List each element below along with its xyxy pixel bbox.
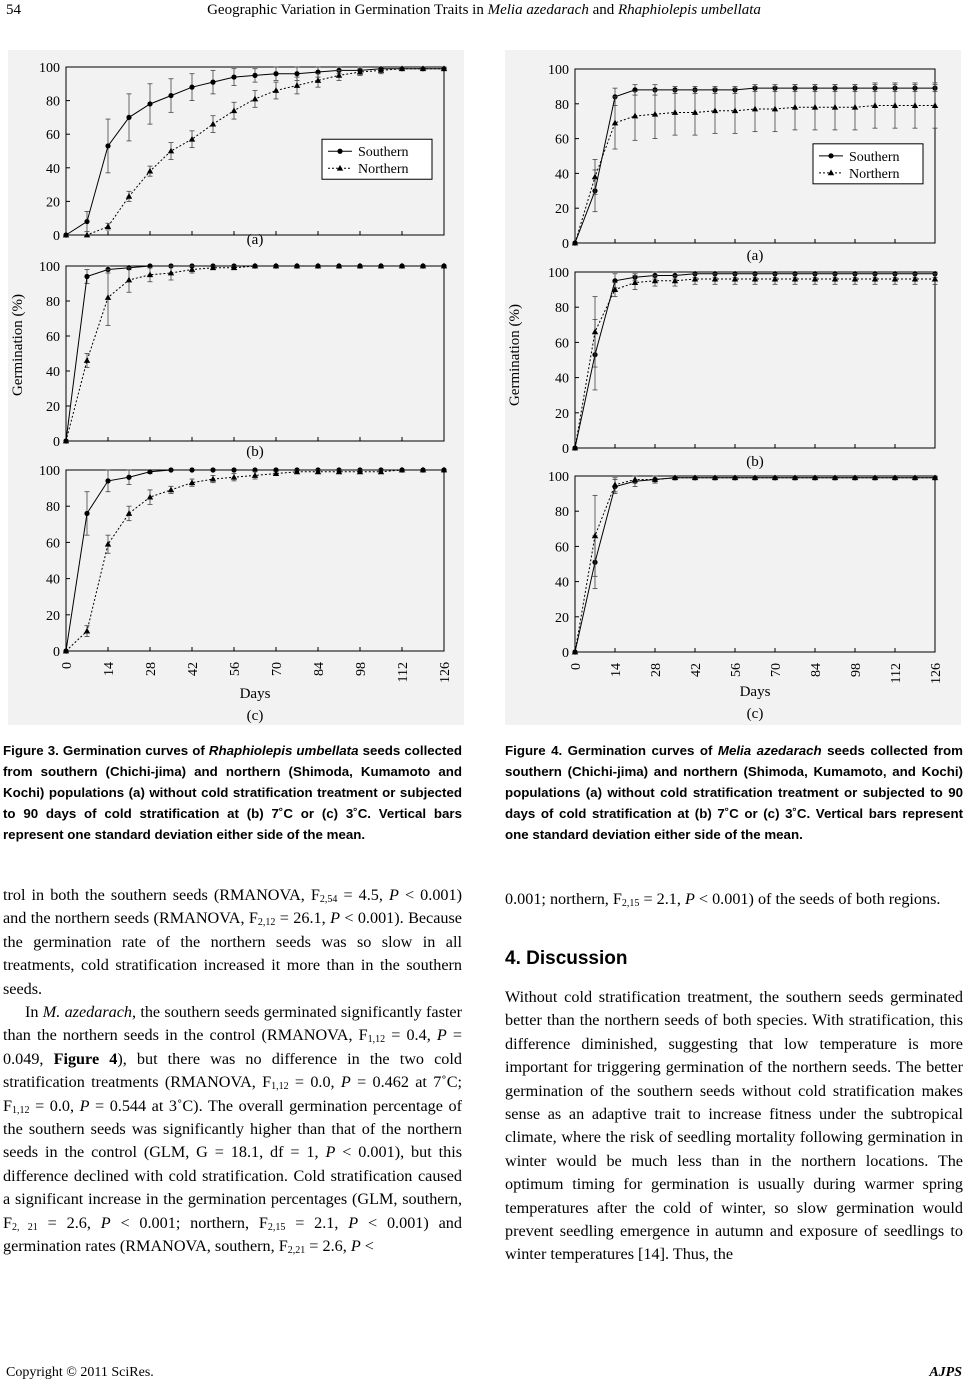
fig3-panel-c-series-southern-point [231,467,236,472]
fig4-panel-a-ytick-label: 100 [548,63,569,78]
figure-4-caption: Figure 4. Germination curves of Melia azedarach seeds collected from southern (Chichi-jima) and northern (Shimoda, Kumamoto, and Kochi) populations (a) without cold stratification treatment or subjected to 90 days of cold stratification at (b) 7˚C or (c) 3˚C. Vertical bars represent one standard deviation either side of the mean. [505,743,963,842]
fig4-panel-c-ytick-label: 80 [555,505,569,521]
figure-3 [8,50,464,725]
fig4-panel-c-xtick-label: 56 [729,663,744,677]
fig3-panel-a-series-southern-point [294,71,299,76]
fig4-panel-a-ytick-label: 60 [555,132,569,148]
fig4-panel-a-ytick-label: 40 [555,167,569,183]
fig3-panel-b-ytick-label: 20 [46,400,60,415]
fig3-panel-c-label: (c) [246,708,264,724]
fig4-panel-c-xtick-label: 98 [849,663,864,677]
paragraph-3: 0.001; northern, $F_{2,15} = 2.1$, P < 0.001) of the seeds of both regions. [505,890,941,909]
fig3-panel-b-ytick-label: 100 [39,260,60,275]
fig3-panel-b-ytick-label: 60 [46,330,60,345]
fig3-panel-c-series-southern-point [84,511,89,516]
fig3-panel-c-ytick-label: 100 [39,464,60,479]
fig3-panel-c-series-southern-point [210,467,215,472]
fig4-panel-c-xtick-label: 112 [889,663,904,684]
fig4-x-axis-label: Days [739,684,771,700]
fig4-panel-b-ytick-label: 40 [555,371,569,387]
legend-marker-southern [337,149,342,154]
footer-journal: AJPS [929,1365,962,1380]
fig3-panel-a-series-southern-point [105,143,110,148]
fig4-panel-c-ytick-label: 100 [548,470,569,485]
fig3-x-axis-label: Days [239,686,271,702]
fig3-panel-c-series-southern-point [147,469,152,474]
fig3-panel-a-series-southern-point [273,71,278,76]
fig3-panel-c-xtick-label: 70 [270,662,285,676]
right-column-top-text [505,888,963,911]
left-column-text [3,884,462,1259]
page-number: 54 [6,2,21,18]
fig3-panel-a-ytick-label: 60 [46,128,60,144]
fig3-panel-a-series-southern-point [210,80,215,85]
fig4-panel-a-ytick-label: 0 [562,237,569,252]
fig3-panel-c-series-southern-point [189,467,194,472]
fig3-panel-a-ytick-label: 0 [53,229,60,244]
fig3-panel-a-ytick-label: 100 [39,61,60,76]
figure-4-ref[interactable]: Figure 4 [53,1049,118,1068]
fig3-panel-a-label: (a) [246,232,264,248]
fig4-panel-c-label: (c) [746,706,764,722]
fig3-panel-a-series-southern-point [126,115,131,120]
fig4-panel-b-ytick-label: 80 [555,301,569,317]
fig3-panel-a-series-southern-point [84,219,89,224]
fig4-panel-a-ytick-label: 20 [555,202,569,218]
fig3-panel-c-ytick-label: 40 [46,572,60,588]
fig3-panel-b-series-southern-point [84,274,89,279]
fig4-panel-b-ytick-label: 0 [562,442,569,457]
fig4-panel-c-xtick-label: 0 [569,663,584,670]
fig3-panel-c-xtick-label: 56 [228,662,243,676]
fig3-panel-c-xtick-label: 0 [60,662,75,669]
fig4-panel-b-ytick-label: 100 [548,266,569,281]
running-title: Geographic Variation in Germination Traits in Melia azedarach and Rhaphiolepis umbellata [207,2,761,18]
fig4-y-axis-label: Germination (%) [507,303,523,407]
fig3-panel-c-series-southern-point [168,467,173,472]
fig3-panel-c-xtick-label: 42 [186,662,201,676]
legend-label-southern: Southern [849,149,900,165]
fig4-panel-c-xtick-label: 28 [649,663,664,677]
fig3-panel-c-xtick-label: 112 [396,662,411,683]
fig4-panel-b-ytick-label: 60 [555,336,569,352]
fig3-panel-a-series-southern-point [231,74,236,79]
fig3-panel-a-series-southern-point [168,93,173,98]
fig3-panel-c-ytick-label: 60 [46,536,60,552]
fig3-panel-c-ytick-label: 0 [53,645,60,660]
paragraph-4: Without cold stratification treatment, the southern seeds germinated better than the northern seeds of both species. With stratification, this difference diminished, suggesting that low temperature is more important for triggering germination of the northern seeds. The better germination of the southern seeds without cold stratification makes sense as an adaptive trait to increase fitness under the subtropical climate, where the risk of seedling mortality following germination in winter would be much less than in the northern locations. The optimum timing for germination is usually during warmer spring temperatures after the cold of winter, so slow germination would prevent seedling emergence in autumn and exposure of seedlings to winter temperatures [14]. Thus, the [505,988,963,1264]
paragraph-2: In M. azedarach, the southern seeds germinated significantly faster than the northern seeds in the control (RMANOVA, $F_{1,12} = 0.4$, P = 0.049, Figure 4), but there was no difference in the two cold stratification treatments (RMANOVA, $F_{1,12} = 0.0$, P = 0.462 at 7˚C; $F_{1,12} = 0.0$, P = 0.544 at 3˚C). The overall germination percentage of the southern seeds was significantly higher than that of the northern seeds in the control (GLM, G = 18.1, df = 1, P < 0.001), but this difference declined with cold stratification. Cold stratification caused a significant increase in the germination percentages (GLM, southern, $F_{2, 21} = 2.6$, P < 0.001; northern, $F_{2,15} = 2.1$, P < 0.001) and germination rates (RMANOVA, southern, $F_{2,21} = 2.6$, P < [3,1003,463,1257]
fig3-panel-c-xtick-label: 126 [438,662,453,683]
fig4-panel-b-label: (b) [746,454,764,470]
fig3-panel-b-ytick-label: 40 [46,365,60,380]
legend-label-northern: Northern [849,166,900,182]
fig4-panel-b-ytick-label: 20 [555,406,569,422]
fig3-panel-a-ytick-label: 20 [46,195,60,211]
fig4-panel-c-ytick-label: 0 [562,646,569,661]
fig3-panel-a-series-southern-point [189,85,194,90]
fig4-panel-a-ytick-label: 80 [555,97,569,113]
fig4-panel-c-xtick-label: 126 [929,663,944,684]
fig3-panel-b-ytick-label: 0 [53,435,60,450]
fig3-panel-c-ytick-label: 80 [46,500,60,516]
fig4-panel-a-label: (a) [746,248,764,264]
figure-4 [505,50,961,725]
section-heading-discussion: 4. Discussion [505,948,628,969]
fig3-panel-b-label: (b) [246,444,264,460]
fig3-panel-a-ytick-label: 80 [46,94,60,110]
legend-marker-southern [828,153,833,158]
fig3-panel-c-xtick-label: 14 [102,662,117,676]
fig3-panel-c-series-southern-point [126,475,131,480]
fig3-panel-c-xtick-label: 28 [144,662,159,676]
fig3-panel-c-ytick-label: 20 [46,608,60,624]
fig3-panel-c-series-southern-point [105,478,110,483]
legend-label-northern: Northern [358,162,409,178]
fig4-panel-c-ytick-label: 40 [555,575,569,591]
paragraph-1: trol in both the southern seeds (RMANOVA, $F_{2,54} = 4.5$, P < 0.001) and the northern seeds (RMANOVA, $F_{2,12} = 26.1$, P < 0.001). Because the germination rate of the northern seeds was so slow in all treatments, cold stratification increased it more than in the southern seeds. [3,886,462,998]
fig3-y-axis-label: Germination (%) [10,293,26,397]
fig4-panel-c-xtick-label: 70 [769,663,784,677]
fig3-panel-a-series-southern-point [252,73,257,78]
fig4-panel-c-xtick-label: 84 [809,663,824,677]
figure-3-caption: Figure 3. Germination curves of Rhaphiolepis umbellata seeds collected from southern (Chichi-jima) and northern (Shimoda, Kumamoto and Kochi) populations (a) without cold stratification treatment or subjected to 90 days of cold stratification at (b) 7˚C or (c) 3˚C. Vertical bars represent one standard deviation either side of the mean. [3,743,463,842]
fig4-panel-c-xtick-label: 14 [609,663,624,677]
legend-label-southern: Southern [358,145,409,161]
fig3-panel-c-xtick-label: 84 [312,662,327,676]
right-column-text [505,986,963,1267]
fig4-panel-c-xtick-label: 42 [689,663,704,677]
fig4-panel-c-ytick-label: 20 [555,610,569,626]
fig3-panel-a-ytick-label: 40 [46,161,60,177]
fig4-panel-c-ytick-label: 60 [555,540,569,556]
fig3-panel-a-series-southern-point [147,101,152,106]
footer-copyright: Copyright © 2011 SciRes. [6,1365,154,1380]
fig3-panel-b-ytick-label: 80 [46,295,60,310]
fig3-panel-c-xtick-label: 98 [354,662,369,676]
